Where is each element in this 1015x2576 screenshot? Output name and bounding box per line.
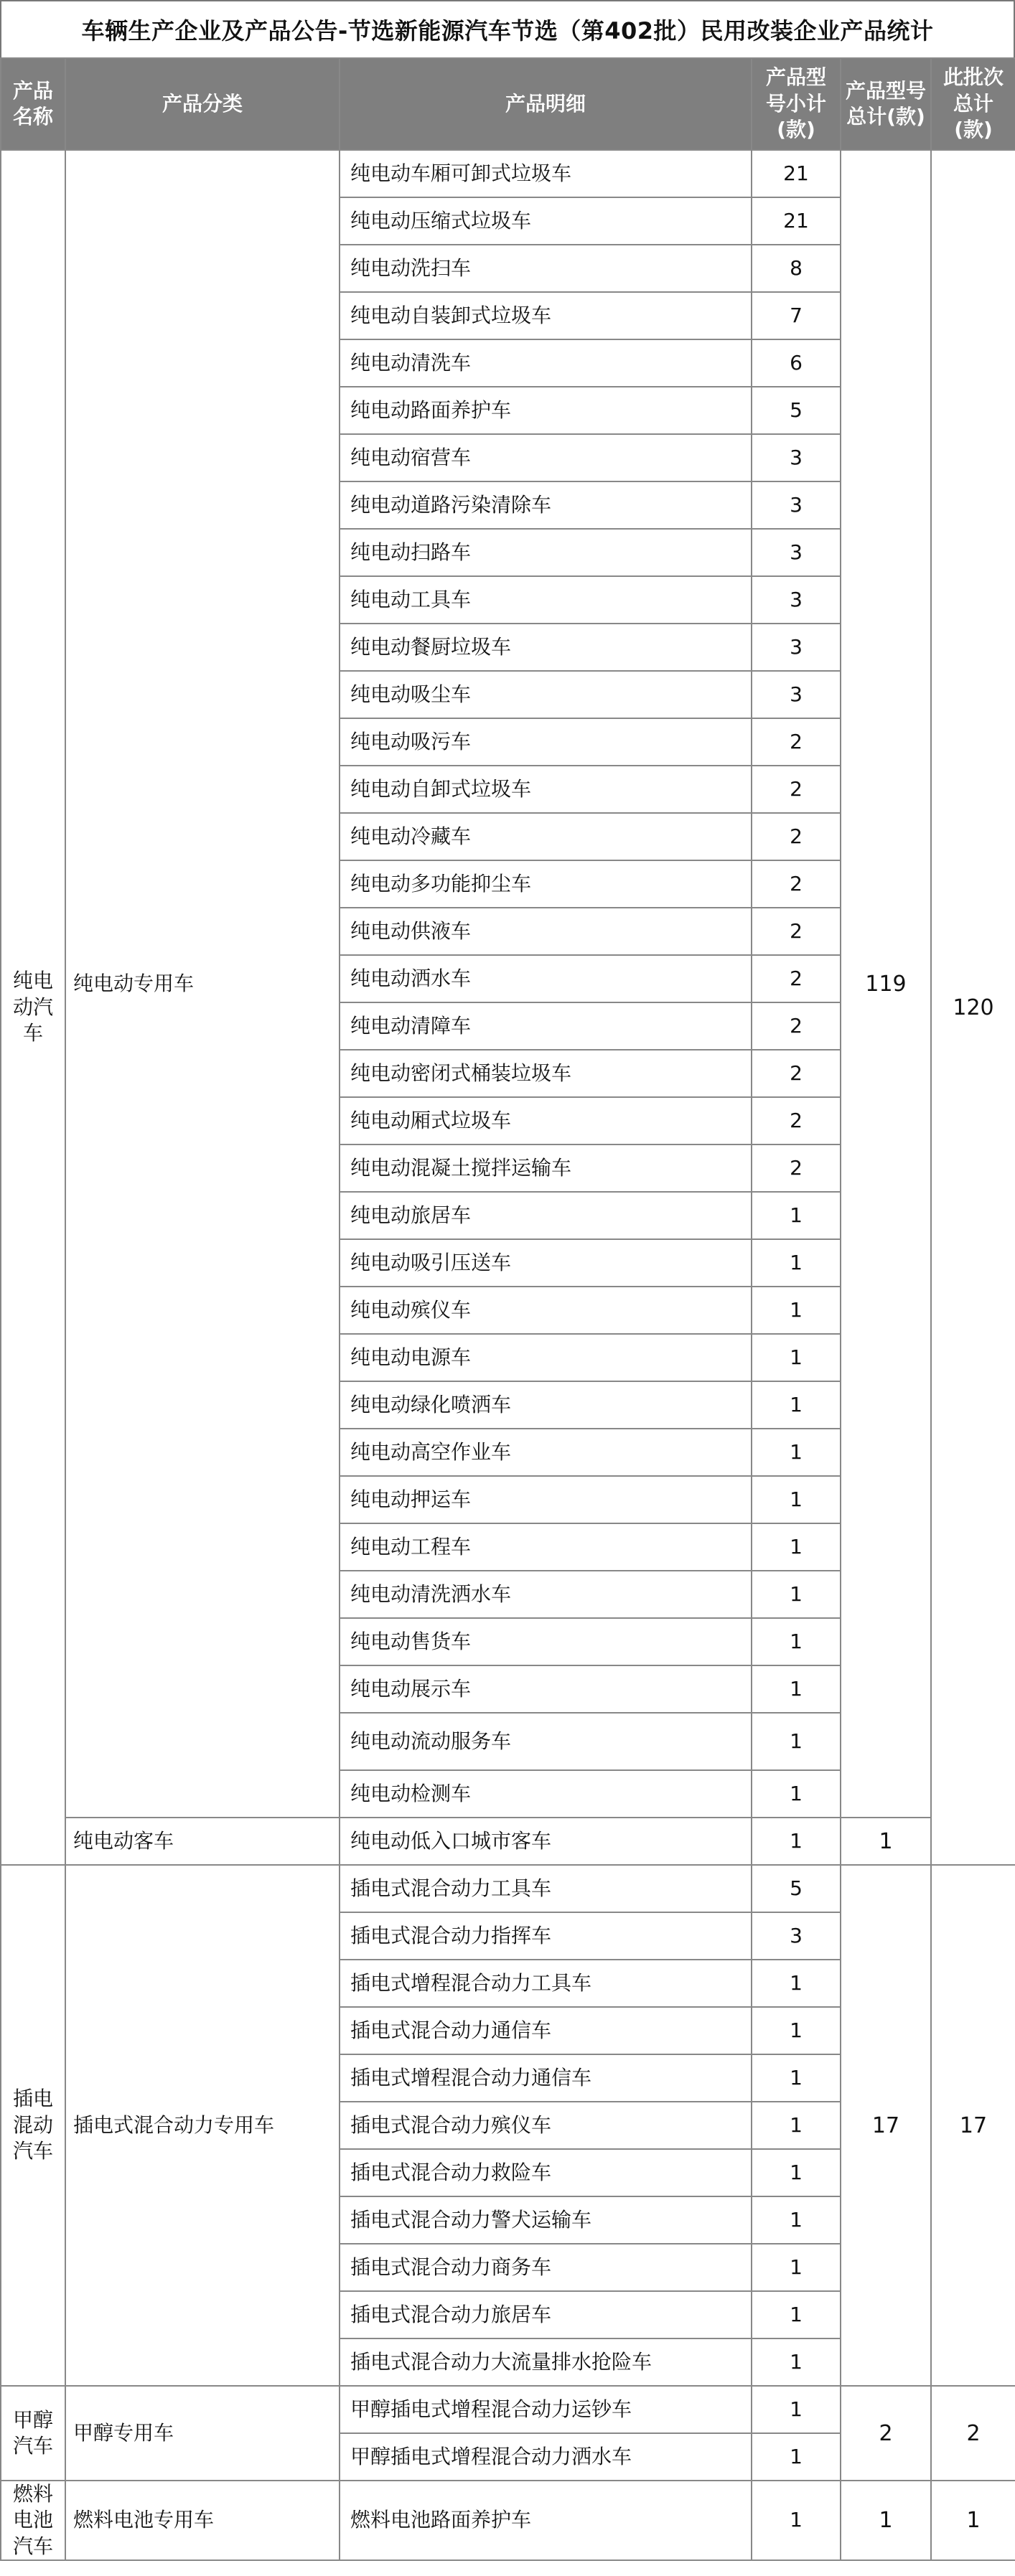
model-subtotal-cell: 2 xyxy=(752,718,841,766)
model-subtotal-cell: 1 xyxy=(752,1571,841,1618)
model-subtotal-cell: 5 xyxy=(752,387,841,434)
model-subtotal-cell: 2 xyxy=(752,908,841,955)
product-detail-cell: 纯电动洗扫车 xyxy=(340,245,752,292)
model-subtotal-cell: 1 xyxy=(752,1476,841,1523)
product-detail-cell: 纯电动殡仪车 xyxy=(340,1287,752,1334)
product-detail-cell: 纯电动工具车 xyxy=(340,576,752,624)
product-detail-cell: 纯电动高空作业车 xyxy=(340,1429,752,1476)
model-subtotal-cell: 1 xyxy=(752,1713,841,1770)
model-subtotal-cell: 2 xyxy=(752,813,841,860)
product-statistics-table xyxy=(0,57,1015,2561)
model-subtotal-cell: 6 xyxy=(752,339,841,387)
model-subtotal-cell: 21 xyxy=(752,150,841,197)
batch-total-cell: 120 xyxy=(931,150,1015,1865)
product-detail-cell: 纯电动供液车 xyxy=(340,908,752,955)
model-subtotal-cell: 1 xyxy=(752,2007,841,2054)
product-detail-cell: 纯电动检测车 xyxy=(340,1770,752,1818)
model-subtotal-cell: 1 xyxy=(752,2149,841,2196)
header-product-category: 产品分类 xyxy=(65,58,340,150)
product-category-cell: 纯电动客车 xyxy=(65,1818,340,1865)
product-detail-cell: 甲醇插电式增程混合动力运钞车 xyxy=(340,2386,752,2433)
product-detail-cell: 纯电动清洗洒水车 xyxy=(340,1571,752,1618)
model-subtotal-cell: 8 xyxy=(752,245,841,292)
model-subtotal-cell: 1 xyxy=(752,1381,841,1429)
model-subtotal-cell: 1 xyxy=(752,2481,841,2560)
model-subtotal-cell: 1 xyxy=(752,2291,841,2338)
model-subtotal-cell: 1 xyxy=(752,1334,841,1381)
batch-total-cell: 17 xyxy=(931,1865,1015,2386)
model-subtotal-cell: 1 xyxy=(752,2386,841,2433)
product-detail-cell: 插电式混合动力通信车 xyxy=(340,2007,752,2054)
product-detail-cell: 插电式增程混合动力通信车 xyxy=(340,2054,752,2102)
product-detail-cell: 插电式混合动力旅居车 xyxy=(340,2291,752,2338)
header-model-subtotal: 产品型号小计(款) xyxy=(752,58,841,150)
product-category-cell: 插电式混合动力专用车 xyxy=(65,1865,340,2386)
product-detail-cell: 甲醇插电式增程混合动力洒水车 xyxy=(340,2433,752,2481)
table-row xyxy=(1,1865,1015,1912)
product-detail-cell: 纯电动清洗车 xyxy=(340,339,752,387)
product-name-cell: 燃料电池汽车 xyxy=(1,2481,65,2560)
product-detail-cell: 纯电动密闭式桶装垃圾车 xyxy=(340,1050,752,1097)
product-detail-cell: 插电式混合动力大流量排水抢险车 xyxy=(340,2338,752,2386)
model-subtotal-cell: 1 xyxy=(752,1618,841,1665)
table-row xyxy=(1,150,1015,197)
page-title: 车辆生产企业及产品公告-节选新能源汽车节选（第402批）民用改装企业产品统计 xyxy=(0,0,1015,57)
product-detail-cell: 纯电动路面养护车 xyxy=(340,387,752,434)
model-subtotal-cell: 2 xyxy=(752,1097,841,1144)
model-subtotal-cell: 7 xyxy=(752,292,841,339)
product-detail-cell: 纯电动旅居车 xyxy=(340,1192,752,1239)
product-detail-cell: 插电式混合动力警犬运输车 xyxy=(340,2196,752,2244)
product-detail-cell: 纯电动宿营车 xyxy=(340,434,752,481)
product-detail-cell: 插电式增程混合动力工具车 xyxy=(340,1960,752,2007)
model-subtotal-cell: 2 xyxy=(752,860,841,908)
product-detail-cell: 插电式混合动力救险车 xyxy=(340,2149,752,2196)
product-detail-cell: 插电式混合动力工具车 xyxy=(340,1865,752,1912)
model-subtotal-cell: 5 xyxy=(752,1865,841,1912)
model-subtotal-cell: 3 xyxy=(752,1912,841,1960)
product-detail-cell: 插电式混合动力殡仪车 xyxy=(340,2102,752,2149)
model-subtotal-cell: 1 xyxy=(752,2338,841,2386)
header-batch-total: 此批次总计(款) xyxy=(931,58,1015,150)
product-name-cell: 插电混动汽车 xyxy=(1,1865,65,2386)
product-category-cell: 甲醇专用车 xyxy=(65,2386,340,2481)
model-total-cell: 119 xyxy=(841,150,931,1818)
product-detail-cell: 纯电动押运车 xyxy=(340,1476,752,1523)
model-subtotal-cell: 2 xyxy=(752,1050,841,1097)
model-total-cell: 2 xyxy=(841,2386,931,2481)
product-detail-cell: 纯电动道路污染清除车 xyxy=(340,481,752,529)
product-detail-cell: 插电式混合动力指挥车 xyxy=(340,1912,752,1960)
model-subtotal-cell: 3 xyxy=(752,481,841,529)
model-subtotal-cell: 1 xyxy=(752,1960,841,2007)
product-detail-cell: 纯电动冷藏车 xyxy=(340,813,752,860)
header-product-name: 产品名称 xyxy=(1,58,65,150)
product-detail-cell: 纯电动混凝土搅拌运输车 xyxy=(340,1144,752,1192)
product-detail-cell: 燃料电池路面养护车 xyxy=(340,2481,752,2560)
header-model-total: 产品型号总计(款) xyxy=(841,58,931,150)
model-subtotal-cell: 1 xyxy=(752,1665,841,1713)
model-total-cell: 1 xyxy=(841,2481,931,2560)
product-detail-cell: 纯电动自装卸式垃圾车 xyxy=(340,292,752,339)
product-detail-cell: 插电式混合动力商务车 xyxy=(340,2244,752,2291)
table-row xyxy=(1,2386,1015,2433)
product-detail-cell: 纯电动电源车 xyxy=(340,1334,752,1381)
product-detail-cell: 纯电动车厢可卸式垃圾车 xyxy=(340,150,752,197)
model-subtotal-cell: 1 xyxy=(752,2054,841,2102)
product-detail-cell: 纯电动自卸式垃圾车 xyxy=(340,766,752,813)
model-subtotal-cell: 3 xyxy=(752,671,841,718)
model-subtotal-cell: 3 xyxy=(752,576,841,624)
model-subtotal-cell: 2 xyxy=(752,1144,841,1192)
table-body xyxy=(1,150,1015,2560)
model-subtotal-cell: 1 xyxy=(752,1523,841,1571)
product-name-cell: 甲醇汽车 xyxy=(1,2386,65,2481)
model-subtotal-cell: 2 xyxy=(752,955,841,1002)
batch-total-cell: 2 xyxy=(931,2386,1015,2481)
product-detail-cell: 纯电动流动服务车 xyxy=(340,1713,752,1770)
product-name-cell: 纯电动汽车 xyxy=(1,150,65,1865)
model-subtotal-cell: 1 xyxy=(752,1770,841,1818)
model-subtotal-cell: 3 xyxy=(752,434,841,481)
model-subtotal-cell: 3 xyxy=(752,529,841,576)
model-subtotal-cell: 1 xyxy=(752,1287,841,1334)
table-row xyxy=(1,1818,1015,1865)
product-category-cell: 纯电动专用车 xyxy=(65,150,340,1818)
product-detail-cell: 纯电动吸尘车 xyxy=(340,671,752,718)
product-detail-cell: 纯电动扫路车 xyxy=(340,529,752,576)
product-detail-cell: 纯电动吸污车 xyxy=(340,718,752,766)
product-detail-cell: 纯电动吸引压送车 xyxy=(340,1239,752,1287)
product-detail-cell: 纯电动展示车 xyxy=(340,1665,752,1713)
product-detail-cell: 纯电动清障车 xyxy=(340,1002,752,1050)
model-subtotal-cell: 1 xyxy=(752,1818,841,1865)
product-detail-cell: 纯电动厢式垃圾车 xyxy=(340,1097,752,1144)
model-subtotal-cell: 1 xyxy=(752,2244,841,2291)
model-subtotal-cell: 1 xyxy=(752,1192,841,1239)
model-subtotal-cell: 3 xyxy=(752,624,841,671)
header-product-detail: 产品明细 xyxy=(340,58,752,150)
model-subtotal-cell: 2 xyxy=(752,1002,841,1050)
model-subtotal-cell: 1 xyxy=(752,2102,841,2149)
product-detail-cell: 纯电动压缩式垃圾车 xyxy=(340,197,752,245)
model-subtotal-cell: 1 xyxy=(752,2196,841,2244)
product-detail-cell: 纯电动洒水车 xyxy=(340,955,752,1002)
model-subtotal-cell: 21 xyxy=(752,197,841,245)
model-total-cell: 1 xyxy=(841,1818,931,1865)
batch-total-cell: 1 xyxy=(931,2481,1015,2560)
product-detail-cell: 纯电动低入口城市客车 xyxy=(340,1818,752,1865)
table-row xyxy=(1,2481,1015,2560)
model-total-cell: 17 xyxy=(841,1865,931,2386)
model-subtotal-cell: 1 xyxy=(752,2433,841,2481)
product-detail-cell: 纯电动绿化喷洒车 xyxy=(340,1381,752,1429)
model-subtotal-cell: 2 xyxy=(752,766,841,813)
product-detail-cell: 纯电动工程车 xyxy=(340,1523,752,1571)
model-subtotal-cell: 1 xyxy=(752,1239,841,1287)
product-detail-cell: 纯电动餐厨垃圾车 xyxy=(340,624,752,671)
product-detail-cell: 纯电动售货车 xyxy=(340,1618,752,1665)
product-category-cell: 燃料电池专用车 xyxy=(65,2481,340,2560)
model-subtotal-cell: 1 xyxy=(752,1429,841,1476)
header-row xyxy=(1,58,1015,150)
product-detail-cell: 纯电动多功能抑尘车 xyxy=(340,860,752,908)
